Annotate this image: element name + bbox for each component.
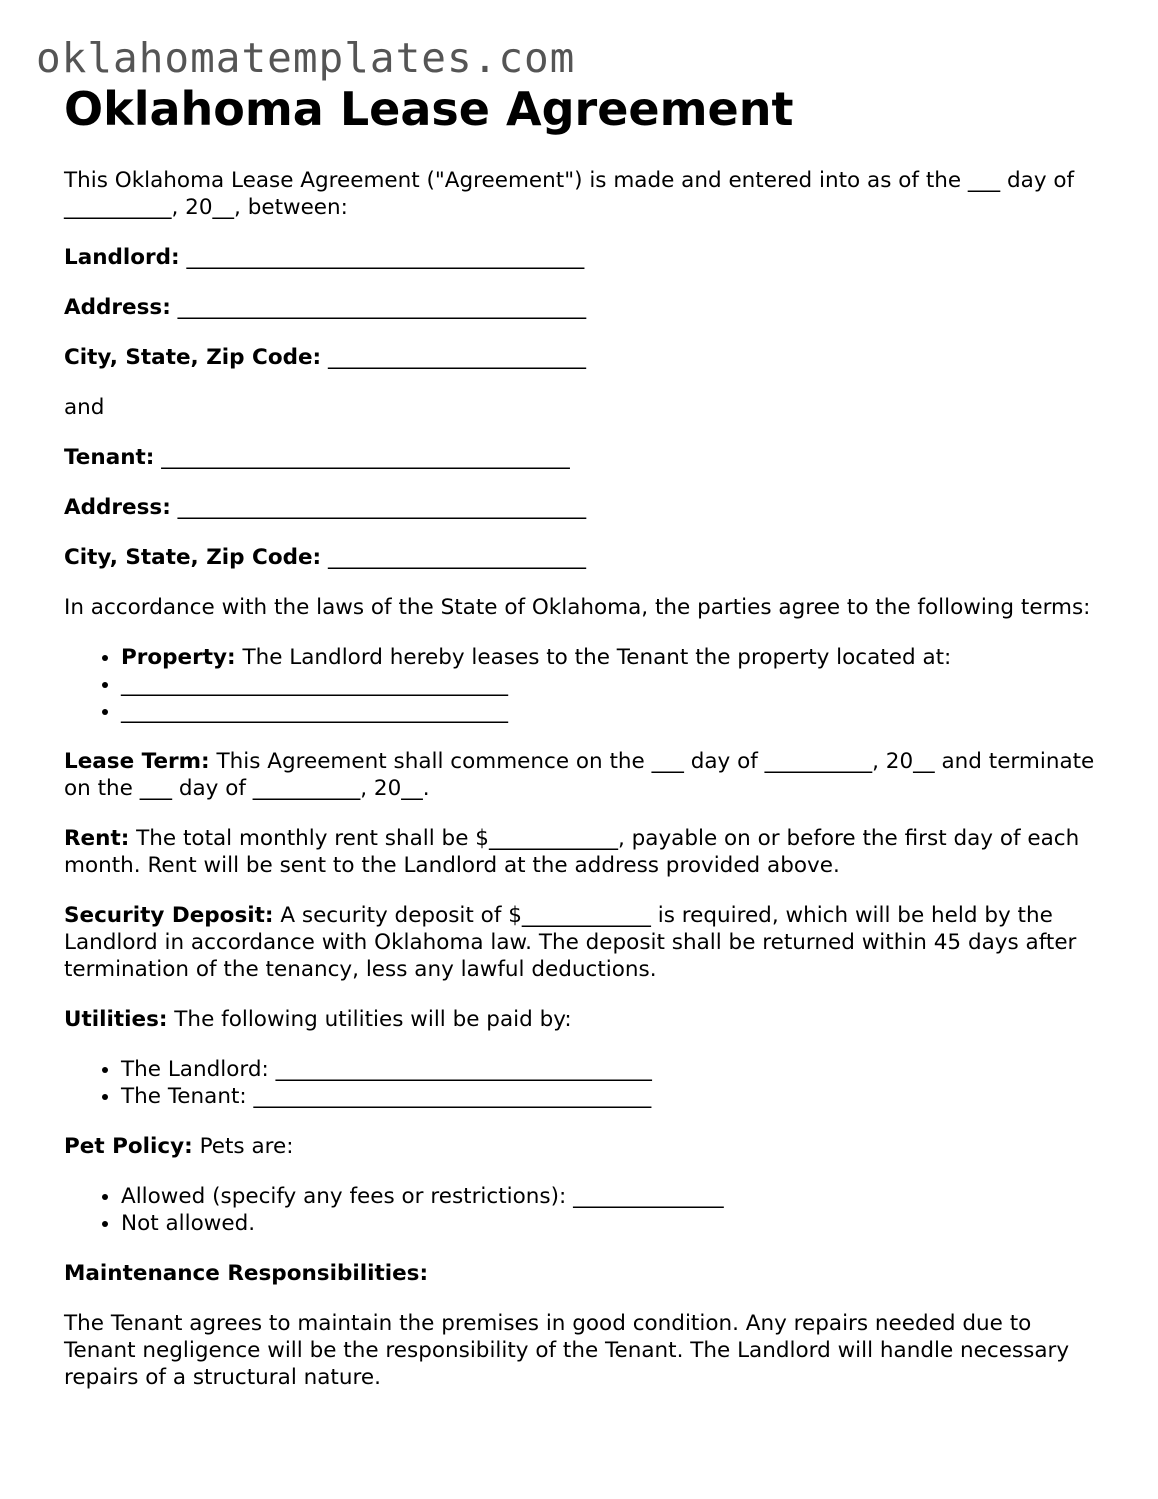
tenant-address-blank: ______________________________________ — [170, 495, 587, 520]
utilities-text: The following utilities will be paid by: — [167, 1007, 572, 1032]
landlord-city-line — [64, 344, 1104, 371]
list-item: • Allowed (specify any fees or restrictions): ______________ — [121, 1183, 1104, 1210]
landlord-address-label: Address: — [64, 295, 171, 320]
landlord-address-blank: ______________________________________ — [170, 295, 587, 320]
watermark-text: oklahomatemplates.com — [36, 34, 576, 82]
list-item — [121, 644, 1104, 671]
property-list — [64, 644, 1104, 725]
landlord-name-label: Landlord: — [64, 245, 180, 270]
pet-policy-label: Pet Policy: — [64, 1134, 193, 1159]
list-item: • ____________________________________ — [121, 698, 1104, 725]
property-label: Property: — [121, 645, 236, 670]
tenant-city-label: City, State, Zip Code: — [64, 545, 322, 570]
tenant-name-blank: ______________________________________ — [154, 445, 570, 470]
tenant-address-line — [64, 494, 1104, 521]
list-item: • ____________________________________ — [121, 671, 1104, 698]
utilities-label: Utilities: — [64, 1007, 168, 1032]
lease-term-paragraph — [64, 748, 1104, 802]
and-text: and — [64, 395, 105, 420]
security-deposit-text: A security deposit of $____________ is required, which will be held by the Landlord in accordance with Oklahoma law. The deposit shall be returned within 45 days after termination of the tenancy, less any lawful deductions. — [64, 903, 1077, 982]
security-deposit-label: Security Deposit: — [64, 903, 274, 928]
tenant-address-label: Address: — [64, 495, 171, 520]
list-item: • Not allowed. — [121, 1210, 1104, 1237]
maintenance-heading: Maintenance Responsibilities: — [64, 1261, 429, 1286]
list-item: • The Landlord: ___________________________________ — [121, 1056, 1104, 1083]
intro-paragraph: This Oklahoma Lease Agreement ("Agreement") is made and entered into as of the ___ day of __________, 20__, between: — [64, 168, 1075, 220]
landlord-city-blank: ________________________ — [321, 345, 587, 370]
accordance-paragraph: In accordance with the laws of the State of Oklahoma, the parties agree to the following terms: — [64, 595, 1091, 620]
tenant-name-label: Tenant: — [64, 445, 155, 470]
pet-policy-text: Pets are: — [192, 1134, 294, 1159]
landlord-name-line — [64, 244, 1104, 271]
landlord-name-blank: _____________________________________ — [179, 245, 585, 270]
lease-term-text: This Agreement shall commence on the ___ day of __________, 20__ and terminate on the ___ day of __________, 20__. — [64, 749, 1095, 801]
lease-term-label: Lease Term: — [64, 749, 210, 774]
tenant-city-blank: ________________________ — [321, 545, 587, 570]
pet-policy-paragraph — [64, 1133, 1104, 1160]
rent-label: Rent: — [64, 826, 130, 851]
list-item: • The Tenant: _____________________________________ — [121, 1083, 1104, 1110]
rent-text: The total monthly rent shall be $____________, payable on or before the first day of each month. Rent will be sent to the Landlord at the address provided above. — [64, 826, 1080, 878]
landlord-city-label: City, State, Zip Code: — [64, 345, 322, 370]
security-deposit-paragraph — [64, 902, 1104, 983]
tenant-name-line — [64, 444, 1104, 471]
landlord-address-line — [64, 294, 1104, 321]
utilities-list — [64, 1056, 1104, 1110]
rent-paragraph — [64, 825, 1104, 879]
tenant-city-line — [64, 544, 1104, 571]
property-text: The Landlord hereby leases to the Tenant the property located at: — [235, 645, 952, 670]
utilities-paragraph — [64, 1006, 1104, 1033]
pet-policy-list — [64, 1183, 1104, 1237]
document-title: Oklahoma Lease Agreement — [64, 82, 794, 136]
maintenance-paragraph: The Tenant agrees to maintain the premises in good condition. Any repairs needed due to Tenant negligence will be the responsibility of the Tenant. The Landlord will handle necessary repairs of a structural nature. — [64, 1311, 1070, 1390]
document-body — [64, 84, 1104, 1391]
